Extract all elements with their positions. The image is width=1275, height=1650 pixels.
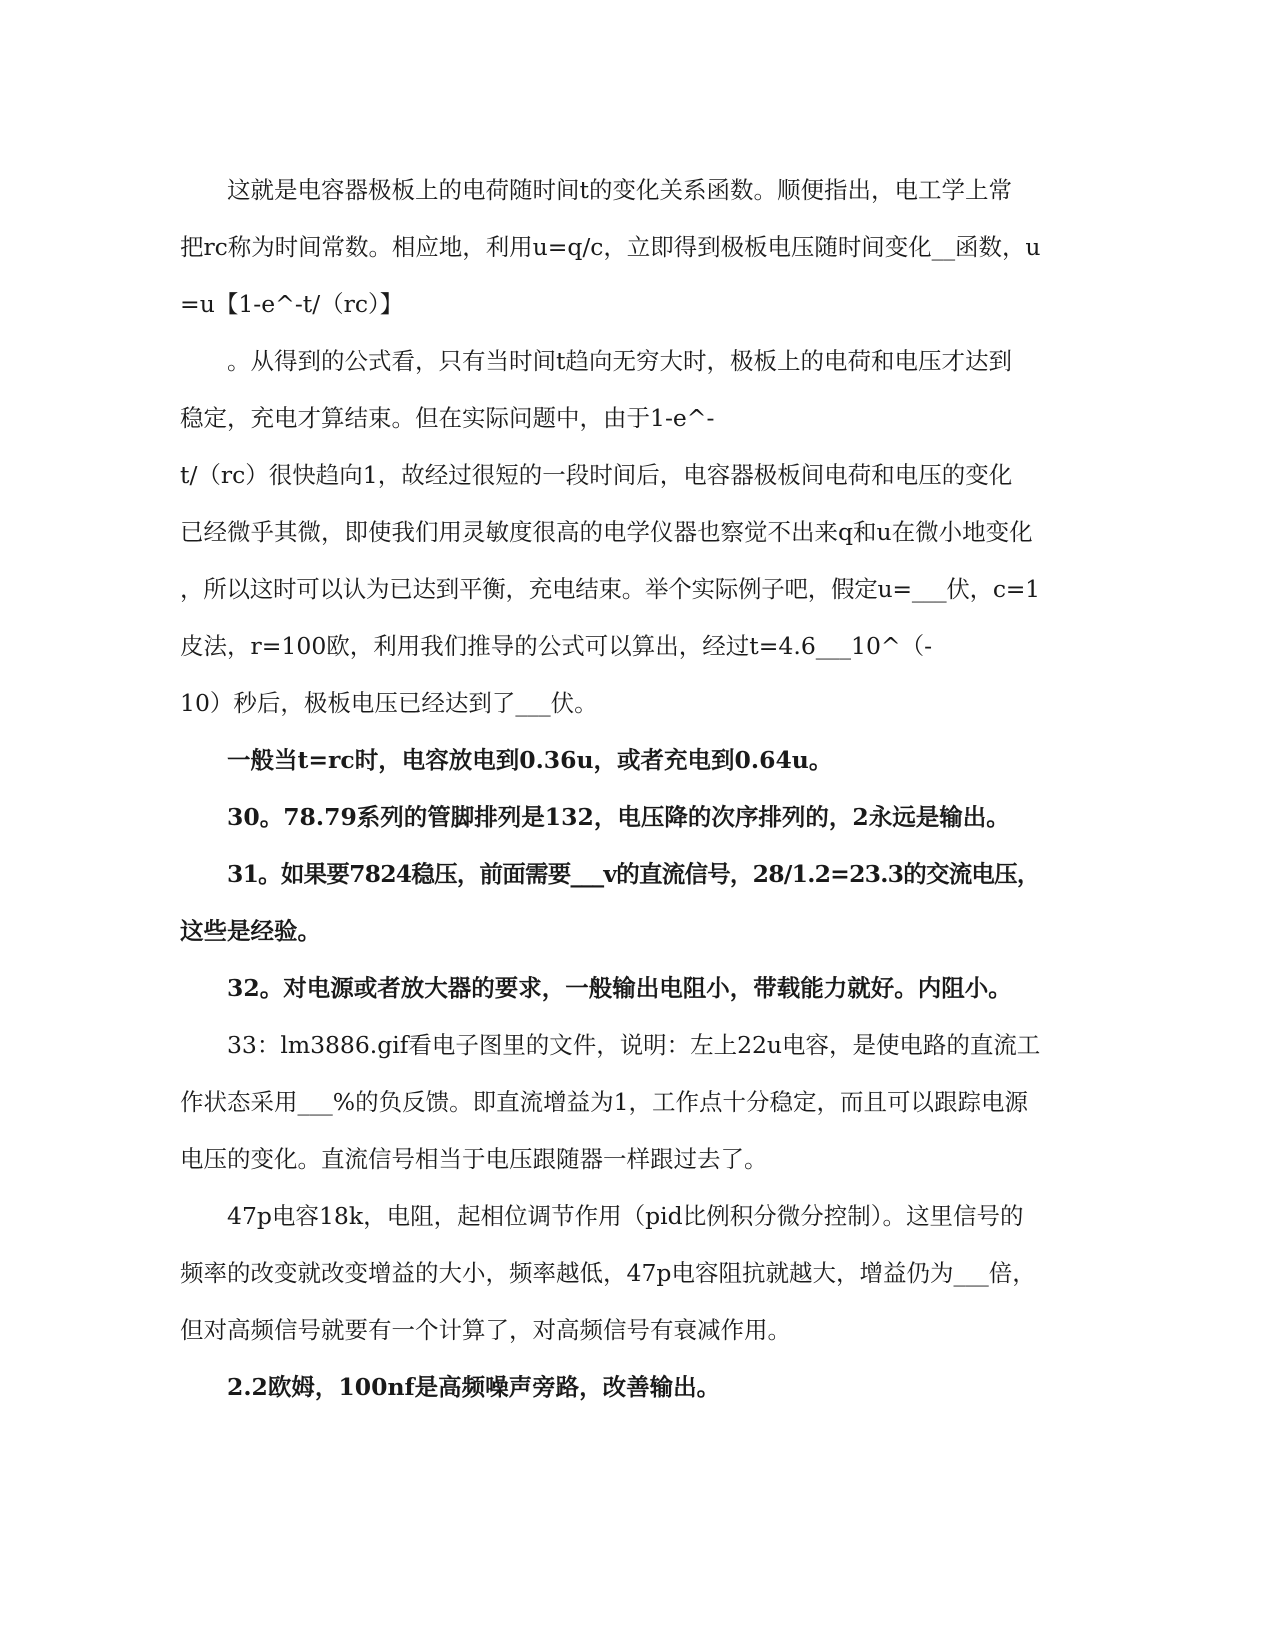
text-line: 作状态采用___%的负反馈。即直流增益为1，工作点十分稳定，而且可以跟踪电源 bbox=[180, 1088, 1029, 1116]
text-line: 33：lm3886.gif看电子图里的文件，说明：左上22u电容，是使电路的直流工 bbox=[227, 1031, 1041, 1059]
text-line: 频率的改变就改变增益的大小，频率越低，47p电容阻抗就越大，增益仍为___倍， bbox=[180, 1259, 1036, 1287]
text-line: 。从得到的公式看，只有当时间t趋向无穷大时，极板上的电荷和电压才达到 bbox=[227, 347, 1012, 375]
text-line: t/（rc）很快趋向1，故经过很短的一段时间后，电容器极板间电荷和电压的变化 bbox=[180, 461, 1013, 489]
text-line: 这就是电容器极板上的电荷随时间t的变化关系函数。顺便指出，电工学上常 bbox=[227, 176, 1012, 204]
text-line: 这些是经验。 bbox=[180, 917, 321, 945]
text-line: ，所以这时可以认为已达到平衡，充电结束。举个实际例子吧，假定u=___伏，c=1 bbox=[180, 575, 1040, 603]
text-line: 31。如果要7824稳压，前面需要___v的直流信号，28/1.2=23.3的交流电压， bbox=[227, 860, 1040, 888]
text-line: 10）秒后，极板电压已经达到了___伏。 bbox=[180, 689, 598, 717]
text-line: 稳定，充电才算结束。但在实际问题中，由于1-e^- bbox=[180, 404, 715, 432]
text-line: 已经微乎其微，即使我们用灵敏度很高的电学仪器也察觉不出来q和u在微小地变化 bbox=[180, 518, 1033, 546]
text-line: 一般当t=rc时，电容放电到0.36u，或者充电到0.64u。 bbox=[227, 746, 833, 774]
text-line: 但对高频信号就要有一个计算了，对高频信号有衰减作用。 bbox=[180, 1316, 791, 1344]
text-line: 皮法，r=100欧，利用我们推导的公式可以算出，经过t=4.6___10^（- bbox=[180, 632, 933, 660]
text-line: 30。78.79系列的管脚排列是132，电压降的次序排列的，2永远是输出。 bbox=[227, 803, 1010, 831]
text-line: =u【1-e^-t/（rc）】 bbox=[180, 290, 404, 318]
text-line: 2.2欧姆，100nf是高频噪声旁路，改善输出。 bbox=[227, 1373, 721, 1401]
text-line: 把rc称为时间常数。相应地，利用u=q/c，立即得到极板电压随时间变化__函数，u bbox=[180, 233, 1041, 261]
text-line: 47p电容18k，电阻，起相位调节作用（pid比例积分微分控制）。这里信号的 bbox=[227, 1202, 1024, 1230]
text-line: 电压的变化。直流信号相当于电压跟随器一样跟过去了。 bbox=[180, 1145, 768, 1173]
text-line: 32。对电源或者放大器的要求，一般输出电阻小，带载能力就好。内阻小。 bbox=[227, 974, 1012, 1002]
document-body bbox=[180, 162, 1040, 1416]
